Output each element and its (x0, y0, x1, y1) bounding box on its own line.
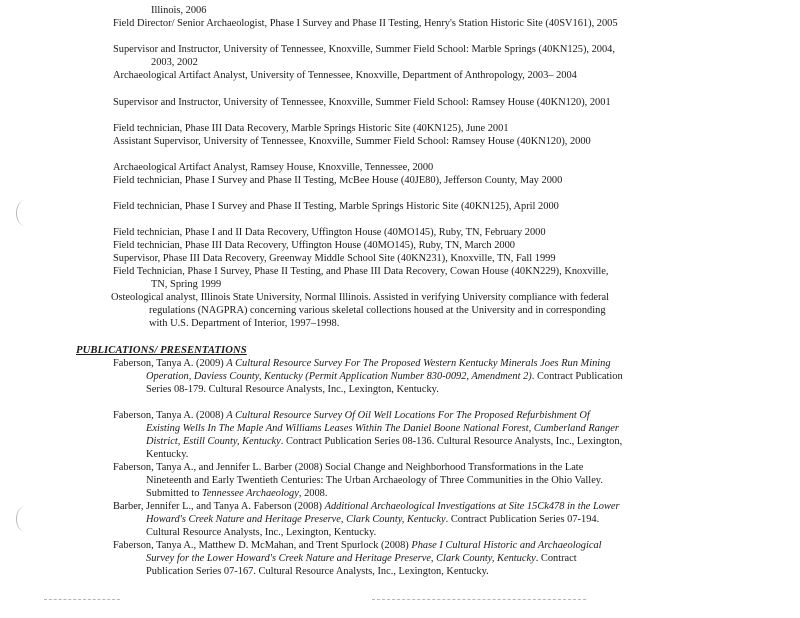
entry-line: Illinois, 2006 (151, 5, 207, 17)
experience-entry (113, 135, 621, 148)
section-heading-publications: PUBLICATIONS/ PRESENTATIONS (76, 345, 247, 356)
hole-punch-mark (16, 506, 35, 532)
publication-details: . Contract Publication Series 07-167. Cultural Resource Analysts, Inc., Lexington, Kentucky. (146, 553, 577, 578)
experience-entry (113, 200, 621, 213)
experience-entry (113, 69, 621, 82)
publication-details: . Contract Publication Series 08-179. Cultural Resource Analysts, Inc., Lexington, Kentucky. (146, 371, 623, 396)
entry-line: (40KN120), 2001 (536, 97, 611, 108)
entry-line: (40SV161), 2005 (545, 18, 618, 29)
experience-entry (113, 226, 621, 239)
publication-title: A Cultural Resource Survey For The Proposed Western Kentucky Minerals Joes Run Mining Operation, Daviess County, Kentucky (Permit Application Number 830-0092, Amendment 2) (146, 358, 611, 383)
experience-entry-osteology (111, 291, 619, 330)
publication-title: Additional Archaeological Investigations at Site 15Ck478 in the Lower Howard's Creek Nature and Heritage Preserve, Clark County, Kentucky (146, 501, 620, 526)
entry-line: (40KN125), 2004, 2003, 2002 (151, 44, 615, 69)
entry-line: the University and in corresponding with U.S. Department of Interior, 1997–1998. (149, 305, 606, 330)
entry-line: 2000 (541, 175, 563, 186)
footer-rule (372, 599, 586, 600)
experience-entry (113, 161, 621, 174)
publication-authors: Faberson, Tanya A., and Jennifer L. Barber (2008) Social Change and Neighborhood Transformations in the Late Nineteenth and Early Twentieth Centuries: The Urban Archaeology of Three Communities in the Ohio Valley. Submitted to (113, 462, 603, 500)
publication-authors: Faberson, Tanya A., Matthew D. McMahan, and Trent Spurlock (2008) (113, 540, 412, 551)
publication-title: Tennessee Archaeology (202, 488, 299, 500)
publication-entry (113, 357, 624, 396)
experience-entry (113, 96, 621, 109)
publication-entry (113, 461, 624, 500)
entry-line: Supervisor and Instructor, University of Tennessee, Knoxville, Summer Field School: Marble Springs (113, 44, 536, 55)
footer-rule (44, 599, 120, 600)
experience-entry-partial (113, 0, 621, 17)
entry-line: Field Director/ Senior Archaeologist, Phase I Survey and Phase II Testing, Henry's Station Historic Site (113, 18, 543, 29)
publication-entry (113, 409, 624, 461)
experience-entry (113, 265, 621, 291)
entry-line: compliance with federal regulations (NAGPRA) concerning various skeletal collections housed at (149, 292, 610, 317)
entry-line: Field technician, Phase III Data Recovery, Marble Springs Historic Site (40KN125), June 2001 (113, 123, 509, 134)
experience-entry (113, 43, 621, 69)
publication-authors: Faberson, Tanya A. (2008) (113, 410, 227, 421)
experience-entry (113, 239, 621, 252)
publication-details: , 2008. (298, 488, 328, 500)
entry-line: Archaeological Artifact Analyst, University of Tennessee, Knoxville, Department of Anthropology, 2003– (113, 70, 554, 81)
entry-line: Field technician, Phase I and II Data Recovery, Uffington House (40MO145), Ruby, TN, February 2000 (113, 227, 546, 238)
publication-authors: Faberson, Tanya A. (2009) (113, 358, 227, 369)
experience-entry (113, 174, 621, 187)
entry-line: Field technician, Phase I Survey and Phase II Testing, Marble Springs Historic Site (40KN125), April (113, 201, 536, 212)
publication-title: A Cultural Resource Survey Of Oil Well Locations For The Proposed Refurbishment Of Existing Wells In The Maple And Williams Leases Within The Daniel Boone National Forest, Cumberland Ranger District, Estill County, Kentucky (146, 410, 619, 448)
entry-line: Archaeological Artifact Analyst, Ramsey House, Knoxville, Tennessee, 2000 (113, 162, 434, 173)
publication-entry (113, 539, 624, 578)
entry-line: (40KN229), Knoxville, TN, Spring 1999 (151, 266, 609, 291)
entry-line: (40KN120), 2000 (516, 136, 591, 147)
entry-line: Supervisor and Instructor, University of Tennessee, Knoxville, Summer Field School: Ramsey House (113, 97, 535, 108)
entry-line: Field technician, Phase III Data Recovery, Uffington House (40MO145), Ruby, TN, March 2000 (113, 240, 515, 251)
experience-entry (113, 122, 621, 135)
experience-entry (113, 252, 621, 265)
entry-line: Field Technician, Phase I Survey, Phase II Testing, and Phase III Data Recovery, Cowan House (113, 266, 509, 277)
entry-line: Osteological analyst, Illinois State University, Normal Illinois. Assisted in verifying University (111, 292, 506, 303)
entry-line: Field technician, Phase I Survey and Phase II Testing, McBee House (40JE80), Jefferson County, May (113, 175, 539, 186)
entry-line: Supervisor, Phase III Data Recovery, Greenway Middle School Site (40KN231), Knoxville, TN, Fall 1999 (113, 253, 556, 264)
publication-entry (113, 500, 624, 539)
entry-line: Assistant Supervisor, University of Tennessee, Knoxville, Summer Field School: Ramsey House (113, 136, 515, 147)
publication-details: . Contract Publication Series 07-194. Cultural Resource Analysts, Inc., Lexington, Kentucky. (146, 514, 600, 539)
entry-line: 2004 (556, 70, 577, 81)
entry-line: 2000 (538, 201, 559, 212)
publication-authors: Barber, Jennifer L., and Tanya A. Faberson (2008) (113, 501, 325, 512)
publication-title: Phase I Cultural Historic and Archaeological Survey for the Lower Howard's Creek Nature and Heritage Preserve, Clark County, Kentucky (146, 540, 602, 565)
experience-entry (113, 17, 621, 30)
hole-punch-mark (16, 200, 35, 226)
publication-details: . Contract Publication Series 08-136. Cultural Resource Analysts, Inc., Lexington, Kentucky. (146, 436, 623, 461)
